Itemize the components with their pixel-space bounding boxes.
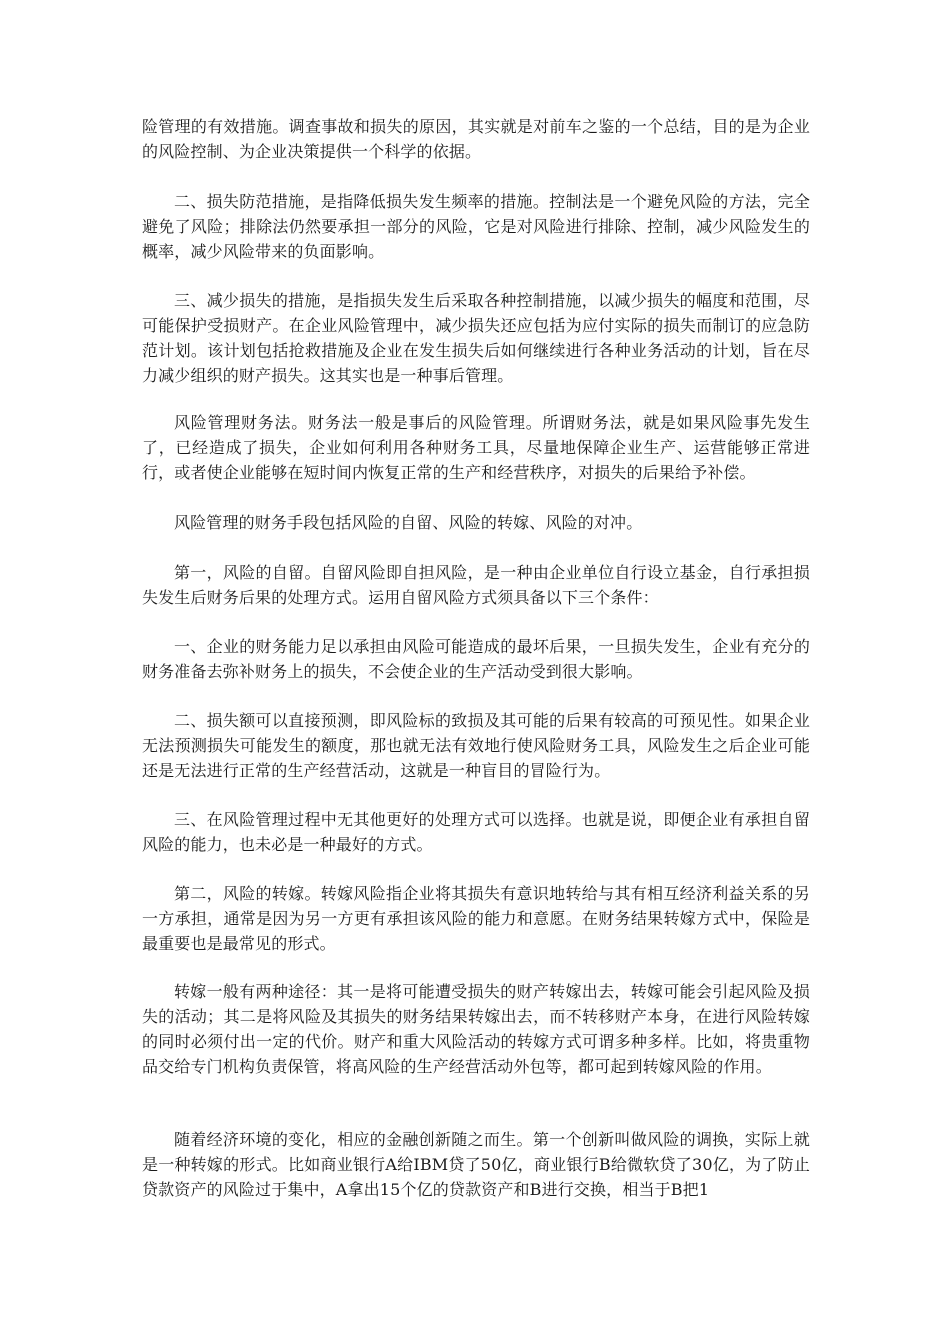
paragraph-5: 风险管理的财务手段包括风险的自留、风险的转嫁、风险的对冲。: [174, 513, 643, 532]
paragraph-10: 第二，风险的转嫁。转嫁风险指企业将其损失有意识地转给与其有相互经济利益关系的另一方承担，通常是因为另一方更有承担该风险的能力和意愿。在财务结果转嫁方式中，保险是最重要也是最常见的形式。: [142, 884, 810, 953]
paragraph-8: 二、损失额可以直接预测，即风险标的致损及其可能的后果有较高的可预见性。如果企业无法预测损失可能发生的额度，那也就无法有效地行使风险财务工具，风险发生之后企业可能还是无法进行正常的生产经营活动，这就是一种盲目的冒险行为。: [142, 711, 810, 780]
paragraph-3: 三、减少损失的措施，是指损失发生后采取各种控制措施，以减少损失的幅度和范围，尽可能保护受损财产。在企业风险管理中，减少损失还应包括为应付实际的损失而制订的应急防范计划。该计划包括抢救措施及企业在发生损失后如何继续进行各种业务活动的计划，旨在尽力减少组织的财产损失。这其实也是一种事后管理。: [142, 291, 810, 385]
paragraph-9: 三、在风险管理过程中无其他更好的处理方式可以选择。也就是说，即便企业有承担自留风险的能力，也未必是一种最好的方式。: [142, 810, 810, 854]
paragraph-1: 险管理的有效措施。调查事故和损失的原因，其实就是对前车之鉴的一个总结，目的是为企业的风险控制、为企业决策提供一个科学的依据。: [142, 117, 810, 161]
paragraph-11: 转嫁一般有两种途径：其一是将可能遭受损失的财产转嫁出去，转嫁可能会引起风险及损失的活动；其二是将风险及其损失的财务结果转嫁出去，而不转移财产本身，在进行风险转嫁的同时必须付出一定的代价。财产和重大风险活动的转嫁方式可谓多种多样。比如，将贵重物品交给专门机构负责保管，将高风险的生产经营活动外包等，都可起到转嫁风险的作用。: [142, 982, 810, 1076]
paragraph-6: 第一，风险的自留。自留风险即自担风险，是一种由企业单位自行设立基金，自行承担损失发生后财务后果的处理方式。运用自留风险方式须具备以下三个条件：: [142, 563, 810, 607]
paragraph-4: 风险管理财务法。财务法一般是事后的风险管理。所谓财务法，就是如果风险事先发生了，已经造成了损失，企业如何利用各种财务工具，尽量地保障企业生产、运营能够正常进行，或者使企业能够在短时间内恢复正常的生产和经营秩序，对损失的后果给予补偿。: [142, 413, 810, 482]
paragraph-7: 一、企业的财务能力足以承担由风险可能造成的最坏后果，一旦损失发生，企业有充分的财务准备去弥补财务上的损失，不会使企业的生产活动受到很大影响。: [142, 637, 810, 681]
paragraph-2: 二、损失防范措施，是指降低损失发生频率的措施。控制法是一个避免风险的方法，完全避免了风险；排除法仍然要承担一部分的风险，它是对风险进行排除、控制，减少风险发生的概率，减少风险带来的负面影响。: [142, 192, 810, 261]
paragraph-12: 随着经济环境的变化，相应的金融创新随之而生。第一个创新叫做风险的调换，实际上就是一种转嫁的形式。比如商业银行A给IBM贷了50亿，商业银行B给微软贷了30亿，为了防止贷款资产的风险过于集中，A拿出15个亿的贷款资产和B进行交换，相当于B把1: [142, 1130, 810, 1199]
